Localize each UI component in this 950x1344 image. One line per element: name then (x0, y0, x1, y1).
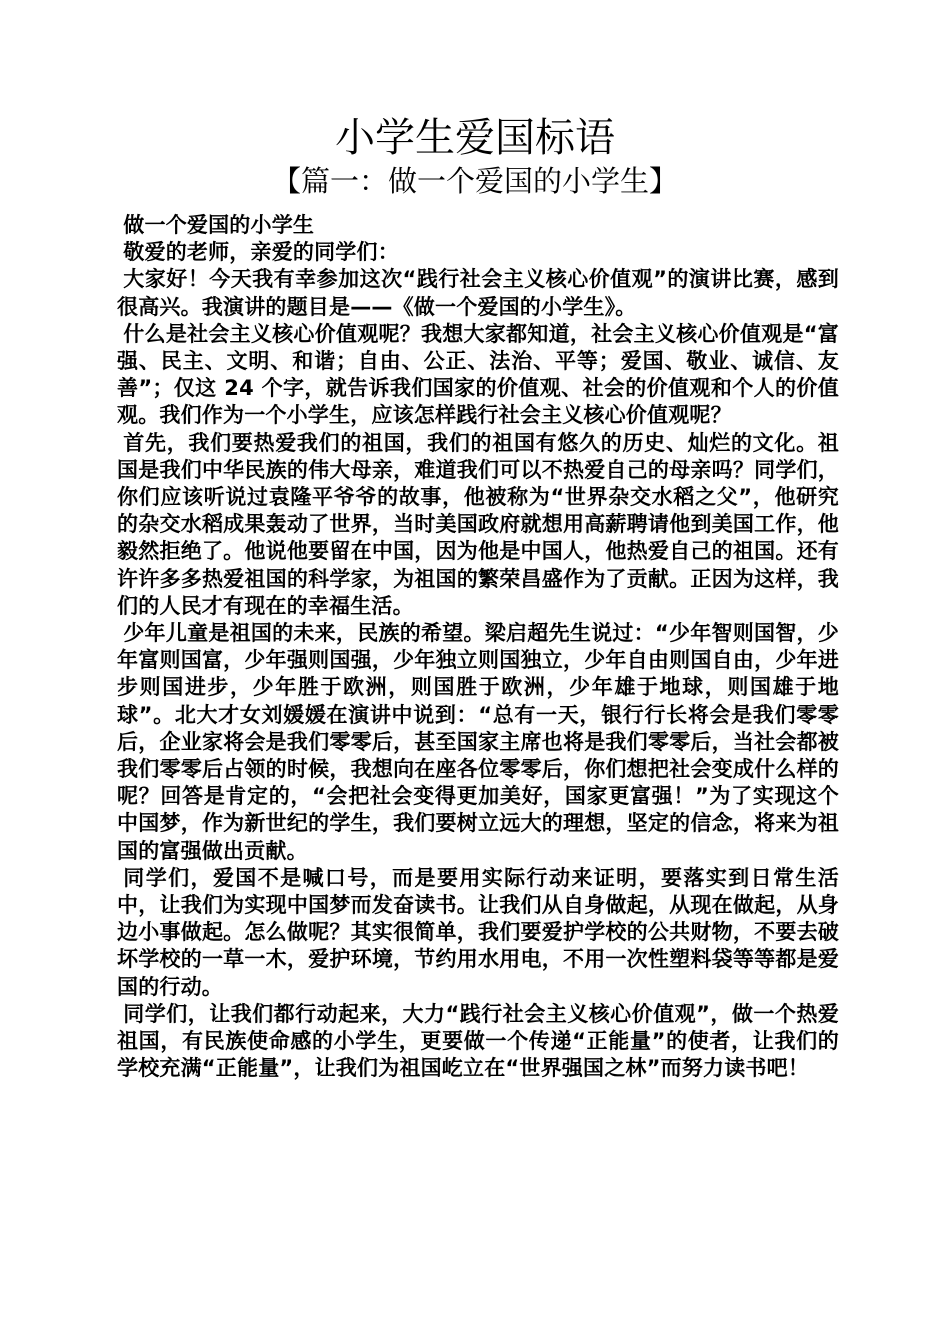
paragraph-actions: 同学们，爱国不是喊口号，而是要用实际行动来证明，要落实到日常生活中，让我们为实现中国梦而发奋读书。让我们从自身做起，从现在做起，从身边小事做起。怎么做呢？其实很简单，我们要爱护学校的公共财物，不要去破坏学校的一草一木，爱护环境，节约用水用电，不用一次性塑料袋等等都是爱国的行动。 (117, 865, 839, 999)
document-subtitle: 【篇一：做一个爱国的小学生】 (271, 164, 678, 198)
paragraph-speech-title: 做一个爱国的小学生 (123, 213, 315, 237)
paragraph-youth-future: 少年儿童是祖国的未来，民族的希望。梁启超先生说过：“少年智则国智，少年富则国富，少年强则国强，少年独立则国独立，少年自由则国自由，少年进步则国进步，少年胜于欧洲，则国胜于欧洲，少年雄于地球，则国雄于地球”。北大才女刘媛媛在演讲中说到：“总有一天，银行行长将会是我们零零后，企业家将会是我们零零后，甚至国家主席也将是我们零零后，当社会都被我们零零后占领的时候，我想向在座各位零零后，你们想把社会变成什么样的呢？回答是肯定的，“会把社会变得更加美好，国家更富强！”为了实现这个中国梦，作为新世纪的学生，我们要树立远大的理想，坚定的信念，将来为祖国的富强做出贡献。 (117, 621, 839, 863)
document-title: 小学生爱国标语 (335, 115, 615, 161)
paragraph-intro: 大家好！今天我有幸参加这次“践行社会主义核心价值观”的演讲比赛，感到很高兴。我演讲的题目是——《做一个爱国的小学生》。 (117, 267, 839, 319)
paragraph-greeting: 敬爱的老师，亲爱的同学们： (123, 240, 399, 265)
paragraph-conclusion: 同学们，让我们都行动起来，大力“践行社会主义核心价值观”，做一个热爱祖国，有民族使命感的小学生，更要做一个传递“正能量”的使者，让我们的学校充满“正能量”，让我们为祖国屹立在“世界强国之林”而努力读书吧！ (117, 1001, 839, 1081)
paragraph-love-motherland: 首先，我们要热爱我们的祖国，我们的祖国有悠久的历史、灿烂的文化。祖国是我们中华民族的伟大母亲，难道我们可以不热爱自己的母亲吗？同学们，你们应该听说过袁隆平爷爷的故事，他被称为“世界杂交水稻之父”，他研究的杂交水稻成果轰动了世界，当时美国政府就想用高薪聘请他到美国工作，他毅然拒绝了。他说他要留在中国，因为他是中国人，他热爱自己的祖国。还有许许多多热爱祖国的科学家，为祖国的繁荣昌盛作为了贡献。正因为这样，我们的人民才有现在的幸福生活。 (117, 430, 839, 618)
document-body (117, 212, 839, 1083)
paragraph-core-values: 什么是社会主义核心价值观呢？我想大家都知道，社会主义核心价值观是“富强、民主、文明、和谐；自由、公正、法治、平等；爱国、敬业、诚信、友善”；仅这 24 个字，就告诉我们国家的价值观、社会的价值观和个人的价值观。我们作为一个小学生，应该怎样践行社会主义核心价值观呢？ (117, 321, 839, 428)
